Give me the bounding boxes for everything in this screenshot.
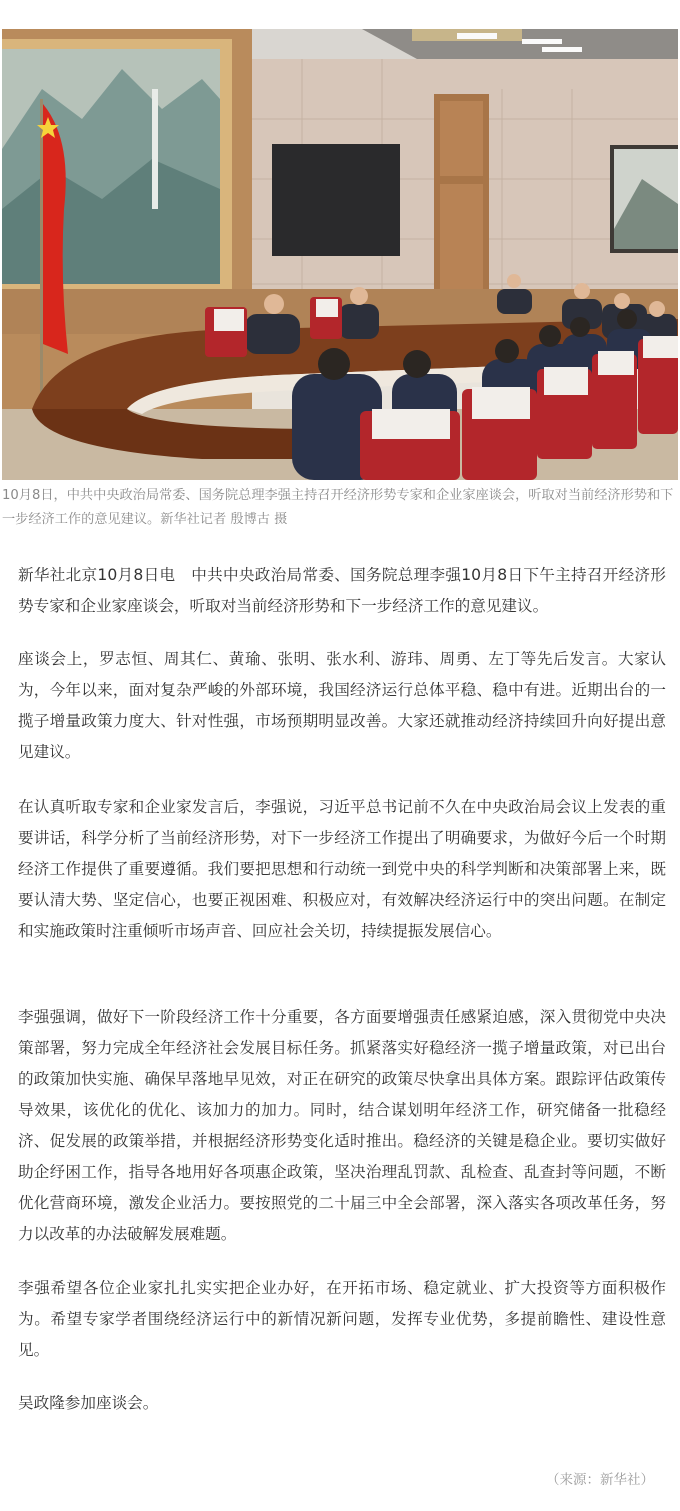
article-paragraph: 吴政隆参加座谈会。 [18, 1394, 159, 1412]
article-paragraph: 李强强调，做好下一阶段经济工作十分重要，各方面要增强责任感紧迫感，深入贯彻党中央决策部署，努力完成全年经济社会发展目标任务。抓紧落实好稳经济一揽子增量政策，对已出台的政策加快实施、确保早落地早见效，对正在研究的政策尽快拿出具体方案。跟踪评估政策传导效果，该优化的优化、该加力的加力。同时，结合谋划明年经济工作，研究储备一批稳经济、促发展的政策举措，并根据经济形势变化适时推出。稳经济的关键是稳企业。要切实做好助企纾困工作，指导各地用好各项惠企政策，坚决治理乱罚款、乱检查、乱查封等问题，不断优化营商环境，激发企业活力。要按照党的二十届三中全会部署，深入落实各项改革任务，努力以改革的办法破解发展难题。 [18, 1008, 666, 1243]
article-paragraph: 座谈会上，罗志恒、周其仁、黄瑜、张明、张水利、游玮、周勇、左丁等先后发言。大家认为，今年以来，面对复杂严峻的外部环境，我国经济运行总体平稳、稳中有进。近期出台的一揽子增量政策力度大、针对性强，市场预期明显改善。大家还就推动经济持续回升向好提出意见建议。 [18, 650, 666, 761]
article-paragraph: 李强希望各位企业家扎扎实实把企业办好，在开拓市场、稳定就业、扩大投资等方面积极作为。希望专家学者围绕经济运行中的新情况新问题，发挥专业优势，多提前瞻性、建设性意见。 [18, 1279, 666, 1359]
meeting-room-image [2, 29, 678, 480]
article-paragraph: 在认真听取专家和企业家发言后，李强说，习近平总书记前不久在中央政治局会议上发表的重要讲话，科学分析了当前经济形势，对下一步经济工作提出了明确要求，为做好今后一个时期经济工作提供了重要遵循。我们要把思想和行动统一到党中央的科学判断和决策部署上来，既要认清大势、坚定信心，也要正视困难、积极应对，有效解决经济运行中的突出问题。在制定和实施政策时注重倾听市场声音、回应社会关切，持续提振发展信心。 [18, 798, 666, 940]
news-photo [2, 29, 678, 480]
article-paragraph-lead: 新华社北京10月8日电 中共中央政治局常委、国务院总理李强10月8日下午主持召开经济形势专家和企业家座谈会，听取对当前经济形势和下一步经济工作的意见建议。 [18, 566, 666, 615]
photo-caption: 10月8日，中共中央政治局常委、国务院总理李强主持召开经济形势专家和企业家座谈会，听取对当前经济形势和下一步经济工作的意见建议。新华社记者 殷博古 摄 [2, 488, 674, 527]
source-attribution: （来源：新华社） [546, 1472, 654, 1488]
